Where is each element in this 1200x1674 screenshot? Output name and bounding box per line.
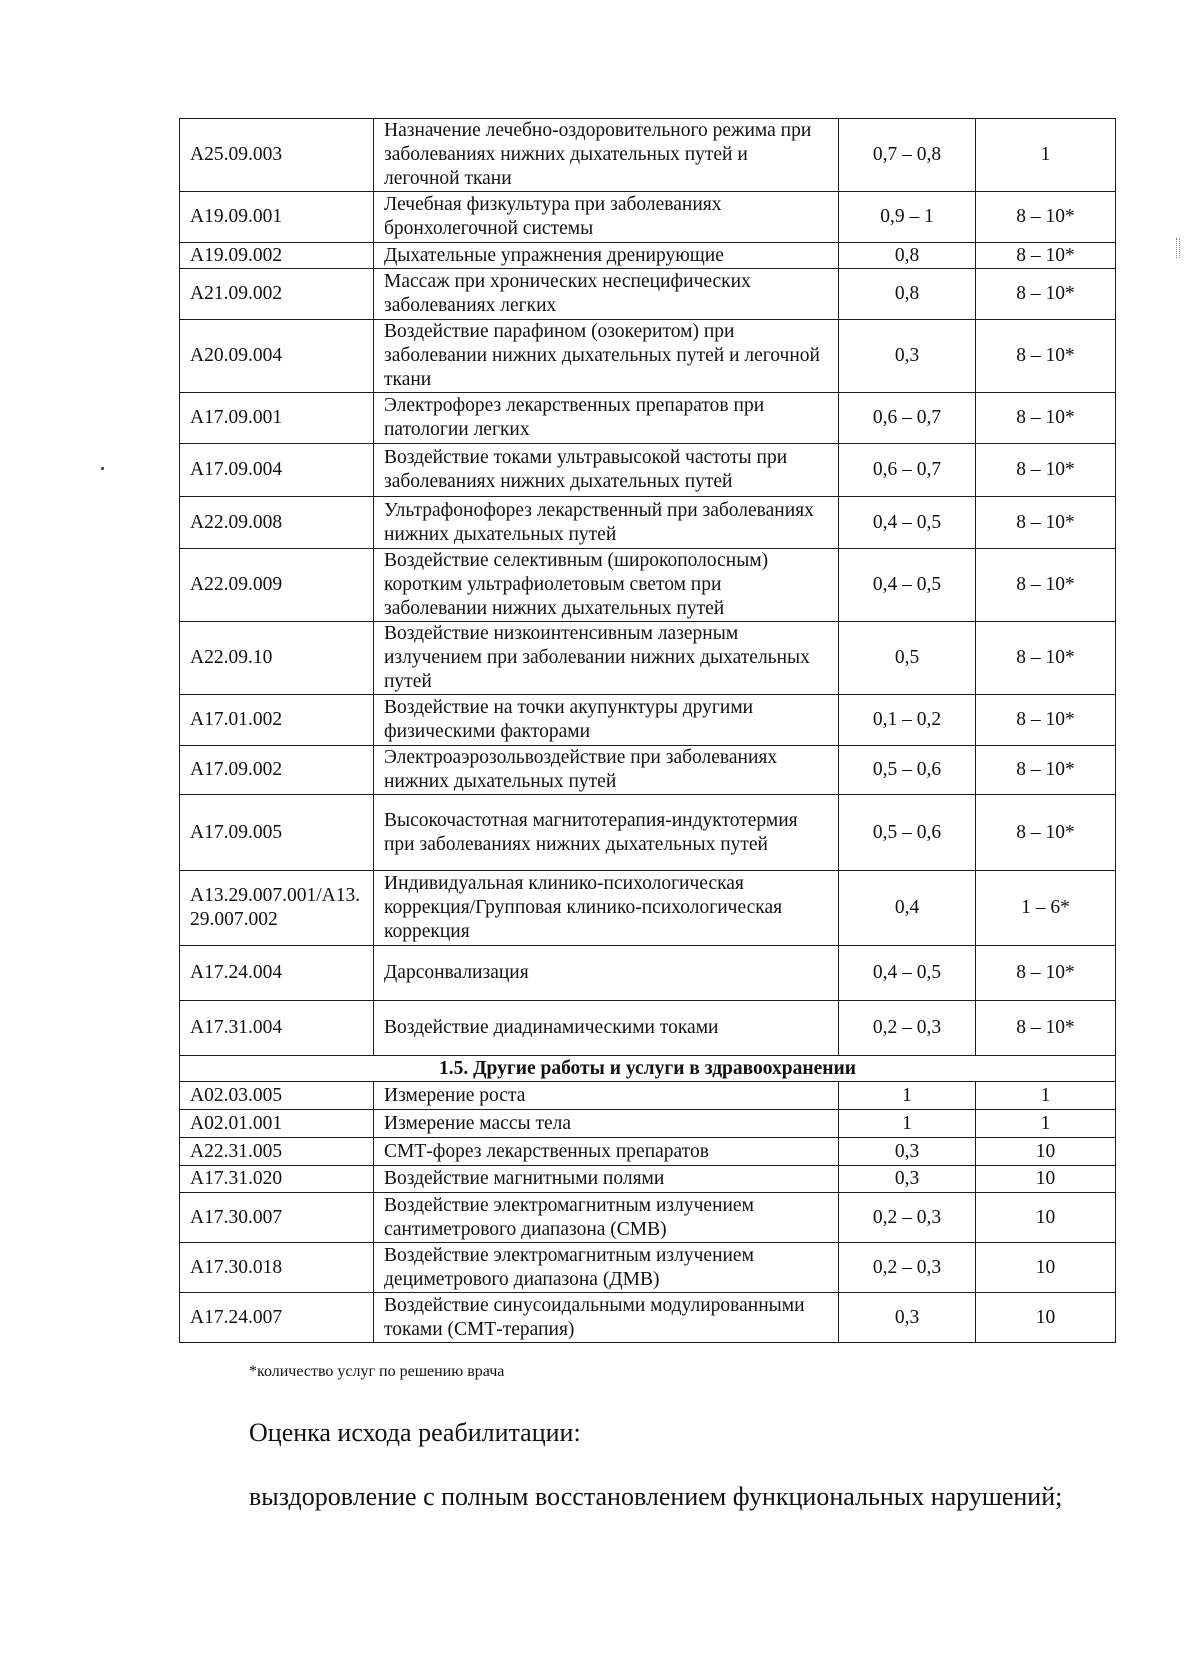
- service-code: А22.09.008: [180, 497, 374, 549]
- outcome-title: Оценка исхода реабилитации:: [249, 1418, 581, 1447]
- service-code: А22.31.005: [180, 1138, 374, 1166]
- table-row: [180, 119, 1116, 192]
- service-name: Воздействие парафином (озокеритом) при заболевании нижних дыхательных путей и легочной ткани: [374, 320, 839, 393]
- service-code: А17.09.001: [180, 393, 374, 444]
- service-multiplicity: 8 – 10*: [976, 444, 1116, 497]
- service-code: А02.01.001: [180, 1110, 374, 1138]
- service-code: А13.29.007.001/А13.29.007.002: [180, 871, 374, 946]
- table-row: [180, 320, 1116, 393]
- service-multiplicity: 8 – 10*: [976, 497, 1116, 549]
- service-multiplicity: 10: [976, 1293, 1116, 1343]
- service-coefficient: 0,7 – 0,8: [839, 119, 976, 192]
- service-name: Измерение роста: [374, 1082, 839, 1110]
- service-multiplicity: 8 – 10*: [976, 1001, 1116, 1056]
- service-code: А21.09.002: [180, 269, 374, 320]
- service-code: А17.09.005: [180, 795, 374, 871]
- service-code: А17.09.002: [180, 746, 374, 795]
- service-name: Массаж при хронических неспецифических заболеваниях легких: [374, 269, 839, 320]
- service-name: Воздействие магнитными полями: [374, 1166, 839, 1193]
- service-name: Воздействие электромагнитным излучением дециметрового диапазона (ДМВ): [374, 1243, 839, 1293]
- table-row: [180, 695, 1116, 746]
- service-name: Электрофорез лекарственных препаратов при патологии легких: [374, 393, 839, 444]
- service-coefficient: 0,8: [839, 243, 976, 269]
- service-name: СМТ-форез лекарственных препаратов: [374, 1138, 839, 1166]
- service-name: Воздействие синусоидальными модулированными токами (СМТ-терапия): [374, 1293, 839, 1343]
- service-multiplicity: 8 – 10*: [976, 795, 1116, 871]
- table-row: [180, 1166, 1116, 1193]
- service-multiplicity: 10: [976, 1166, 1116, 1193]
- service-multiplicity: 1: [976, 1082, 1116, 1110]
- service-name: Ультрафонофорез лекарственный при заболеваниях нижних дыхательных путей: [374, 497, 839, 549]
- table-row: [180, 746, 1116, 795]
- service-multiplicity: 1: [976, 119, 1116, 192]
- service-multiplicity: 8 – 10*: [976, 192, 1116, 243]
- services-table: [179, 118, 1116, 1343]
- service-coefficient: 0,3: [839, 1166, 976, 1193]
- service-code: А22.09.10: [180, 622, 374, 695]
- service-coefficient: 1: [839, 1110, 976, 1138]
- service-code: А17.01.002: [180, 695, 374, 746]
- service-multiplicity: 8 – 10*: [976, 269, 1116, 320]
- table-row: [180, 1110, 1116, 1138]
- service-coefficient: 0,6 – 0,7: [839, 393, 976, 444]
- service-coefficient: 0,4: [839, 871, 976, 946]
- service-multiplicity: 10: [976, 1243, 1116, 1293]
- table-row: [180, 444, 1116, 497]
- table-row: [180, 1001, 1116, 1056]
- service-name: Дарсонвализация: [374, 946, 839, 1001]
- service-multiplicity: 8 – 10*: [976, 622, 1116, 695]
- service-code: А22.09.009: [180, 549, 374, 622]
- service-name: Измерение массы тела: [374, 1110, 839, 1138]
- service-coefficient: 0,5 – 0,6: [839, 795, 976, 871]
- table-row: [180, 393, 1116, 444]
- service-coefficient: 0,2 – 0,3: [839, 1243, 976, 1293]
- service-name: Дыхательные упражнения дренирующие: [374, 243, 839, 269]
- service-code: А17.09.004: [180, 444, 374, 497]
- table-row: [180, 946, 1116, 1001]
- table-row: [180, 497, 1116, 549]
- service-coefficient: 0,4 – 0,5: [839, 549, 976, 622]
- service-coefficient: 1: [839, 1082, 976, 1110]
- service-multiplicity: 8 – 10*: [976, 549, 1116, 622]
- service-name: Воздействие низкоинтенсивным лазерным излучением при заболевании нижних дыхательных путей: [374, 622, 839, 695]
- service-name: Назначение лечебно-оздоровительного режима при заболеваниях нижних дыхательных путей и легочной ткани: [374, 119, 839, 192]
- service-coefficient: 0,2 – 0,3: [839, 1001, 976, 1056]
- service-code: А19.09.001: [180, 192, 374, 243]
- service-code: А17.31.020: [180, 1166, 374, 1193]
- service-coefficient: 0,8: [839, 269, 976, 320]
- service-code: А25.09.003: [180, 119, 374, 192]
- service-coefficient: 0,3: [839, 320, 976, 393]
- service-multiplicity: 8 – 10*: [976, 243, 1116, 269]
- table-row: [180, 1293, 1116, 1343]
- service-multiplicity: 1 – 6*: [976, 871, 1116, 946]
- table-row: [180, 1243, 1116, 1293]
- service-code: А17.24.007: [180, 1293, 374, 1343]
- service-multiplicity: 10: [976, 1138, 1116, 1166]
- service-coefficient: 0,6 – 0,7: [839, 444, 976, 497]
- service-coefficient: 0,1 – 0,2: [839, 695, 976, 746]
- outcome-text: выздоровление с полным восстановлением функциональных нарушений;: [249, 1482, 1063, 1511]
- service-multiplicity: 10: [976, 1193, 1116, 1243]
- service-name: Воздействие электромагнитным излучением сантиметрового диапазона (СМВ): [374, 1193, 839, 1243]
- service-name: Индивидуальная клинико-психологическая коррекция/Групповая клинико-психологическая коррекция: [374, 871, 839, 946]
- service-name: Высокочастотная магнитотерапия-индуктотермия при заболеваниях нижних дыхательных путей: [374, 795, 839, 871]
- service-code: А17.30.018: [180, 1243, 374, 1293]
- scan-edge-mark: [1176, 238, 1180, 258]
- table-row: [180, 243, 1116, 269]
- service-name: Воздействие селективным (широкополосным) коротким ультрафиолетовым светом при заболевании нижних дыхательных путей: [374, 549, 839, 622]
- service-code: А17.30.007: [180, 1193, 374, 1243]
- service-coefficient: 0,4 – 0,5: [839, 946, 976, 1001]
- service-code: А20.09.004: [180, 320, 374, 393]
- footnote: *количество услуг по решению врача: [249, 1363, 505, 1380]
- service-multiplicity: 8 – 10*: [976, 320, 1116, 393]
- service-code: А02.03.005: [180, 1082, 374, 1110]
- service-multiplicity: 1: [976, 1110, 1116, 1138]
- service-coefficient: 0,3: [839, 1293, 976, 1343]
- scan-speck: [101, 467, 104, 470]
- service-coefficient: 0,5: [839, 622, 976, 695]
- service-multiplicity: 8 – 10*: [976, 393, 1116, 444]
- service-multiplicity: 8 – 10*: [976, 946, 1116, 1001]
- service-coefficient: 0,3: [839, 1138, 976, 1166]
- service-coefficient: 0,5 – 0,6: [839, 746, 976, 795]
- service-name: Лечебная физкультура при заболеваниях бронхолегочной системы: [374, 192, 839, 243]
- service-coefficient: 0,4 – 0,5: [839, 497, 976, 549]
- service-name: Электроаэрозольвоздействие при заболеваниях нижних дыхательных путей: [374, 746, 839, 795]
- table-row: [180, 1082, 1116, 1110]
- table-row: [180, 795, 1116, 871]
- table-row: [180, 269, 1116, 320]
- service-code: А17.24.004: [180, 946, 374, 1001]
- table-row: [180, 192, 1116, 243]
- table-row: [180, 1138, 1116, 1166]
- service-code: А19.09.002: [180, 243, 374, 269]
- table-row: [180, 622, 1116, 695]
- service-name: Воздействие токами ультравысокой частоты при заболеваниях нижних дыхательных путей: [374, 444, 839, 497]
- section-title: 1.5. Другие работы и услуги в здравоохранении: [180, 1056, 1116, 1082]
- service-multiplicity: 8 – 10*: [976, 746, 1116, 795]
- service-coefficient: 0,9 – 1: [839, 192, 976, 243]
- service-multiplicity: 8 – 10*: [976, 695, 1116, 746]
- table-row: [180, 1193, 1116, 1243]
- table-row: [180, 871, 1116, 946]
- section-header-row: [180, 1056, 1116, 1082]
- service-coefficient: 0,2 – 0,3: [839, 1193, 976, 1243]
- service-code: А17.31.004: [180, 1001, 374, 1056]
- table-row: [180, 549, 1116, 622]
- service-name: Воздействие диадинамическими токами: [374, 1001, 839, 1056]
- service-name: Воздействие на точки акупунктуры другими физическими факторами: [374, 695, 839, 746]
